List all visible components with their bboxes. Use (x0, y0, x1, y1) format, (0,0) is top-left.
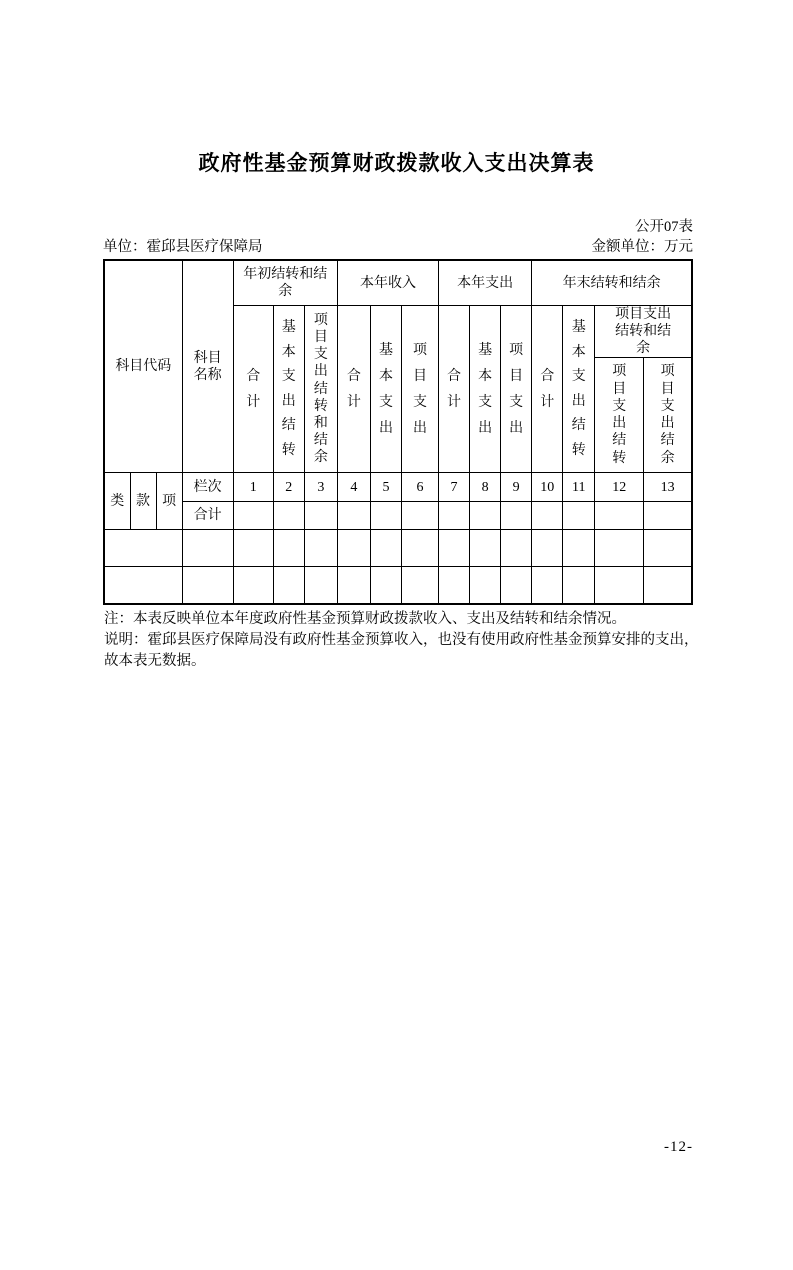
table-cell (233, 502, 273, 530)
table-cell (370, 567, 401, 605)
table-cell (532, 567, 563, 605)
header-group-row (104, 260, 692, 306)
table-row (104, 567, 692, 605)
table-notes (104, 609, 704, 672)
table-cell (532, 502, 563, 530)
total-row-label: 合计 (182, 502, 233, 530)
table-cell (337, 567, 370, 605)
header-end-basic-carryover: 基 本 支 出 结 转 (563, 306, 595, 473)
table-cell (337, 502, 370, 530)
note-line: 故本表无数据。 (104, 653, 206, 669)
code-item: 项 (156, 473, 182, 530)
name-cell (182, 530, 233, 567)
table-cell (304, 502, 337, 530)
table-cell (370, 530, 401, 567)
total-row (104, 502, 692, 530)
table-cell (370, 502, 401, 530)
header-expense-total: 合 计 (439, 306, 470, 473)
header-end-total: 合 计 (532, 306, 563, 473)
column-number: 12 (595, 473, 644, 502)
table-cell (563, 502, 595, 530)
header-end-project-carryover-balance: 项目支出结转和结余 (595, 306, 692, 358)
table-cell (273, 502, 304, 530)
table-cell (644, 530, 692, 567)
column-number: 3 (304, 473, 337, 502)
table-cell (501, 567, 532, 605)
unit-label: 单位：霍邱县医疗保障局 (103, 239, 263, 255)
table-meta (103, 218, 693, 256)
header-income-total: 合 计 (337, 306, 370, 473)
header-income-basic: 基 本 支 出 (370, 306, 401, 473)
column-number: 4 (337, 473, 370, 502)
table-cell (401, 502, 438, 530)
table-cell (595, 502, 644, 530)
table-cell (595, 530, 644, 567)
table-cell (273, 530, 304, 567)
code-section: 款 (130, 473, 156, 530)
table-cell (563, 567, 595, 605)
table-cell (470, 502, 501, 530)
column-number: 11 (563, 473, 595, 502)
table-cell (233, 530, 273, 567)
column-number: 6 (401, 473, 438, 502)
column-number: 1 (233, 473, 273, 502)
table-cell (644, 502, 692, 530)
code-class: 类 (104, 473, 130, 530)
table-cell (532, 530, 563, 567)
table-cell (304, 567, 337, 605)
table-cell (401, 530, 438, 567)
header-subject-code: 科目代码 (104, 260, 182, 473)
header-group-current-income: 本年收入 (337, 260, 438, 306)
header-begin-basic-carryover: 基 本 支 出 结 转 (273, 306, 304, 473)
table-cell (501, 502, 532, 530)
header-group-begin-year: 年初结转和结余 (233, 260, 337, 306)
column-number-row (104, 473, 692, 502)
table-cell (304, 530, 337, 567)
amount-unit-label: 金额单位：万元 (591, 239, 693, 255)
table-cell (337, 530, 370, 567)
table-cell (439, 502, 470, 530)
column-number: 13 (644, 473, 692, 502)
column-number: 2 (273, 473, 304, 502)
table-cell (470, 530, 501, 567)
table-cell (439, 530, 470, 567)
column-number: 5 (370, 473, 401, 502)
column-number: 8 (470, 473, 501, 502)
header-end-project-carryover: 项 目 支 出 结 转 (595, 358, 644, 473)
header-end-project-balance: 项 目 支 出 结 余 (644, 358, 692, 473)
header-income-project: 项 目 支 出 (401, 306, 438, 473)
note-line: 注：本表反映单位本年度政府性基金预算财政拨款收入、支出及结转和结余情况。 (104, 611, 626, 627)
code-cell (104, 530, 182, 567)
header-group-current-expense: 本年支出 (439, 260, 532, 306)
header-subject-name: 科目名称 (182, 260, 233, 473)
page-title: 政府性基金预算财政拨款收入支出决算表 (198, 151, 595, 175)
column-number: 7 (439, 473, 470, 502)
table-cell (273, 567, 304, 605)
header-begin-total: 合 计 (233, 306, 273, 473)
form-number: 公开07表 (635, 219, 693, 235)
code-cell (104, 567, 182, 605)
table-cell (233, 567, 273, 605)
header-begin-project-carryover-balance: 项 目 支 出 结 转 和 结 余 (304, 306, 337, 473)
page-number: -12- (664, 1139, 693, 1155)
column-number: 9 (501, 473, 532, 502)
table-cell (563, 530, 595, 567)
column-number: 10 (532, 473, 563, 502)
lanci-label: 栏次 (182, 473, 233, 502)
table-cell (595, 567, 644, 605)
table-cell (644, 567, 692, 605)
table-cell (501, 530, 532, 567)
table-row (104, 530, 692, 567)
header-group-end-year: 年末结转和结余 (532, 260, 692, 306)
name-cell (182, 567, 233, 605)
fund-budget-table (103, 259, 693, 605)
table-cell (401, 567, 438, 605)
note-line: 说明：霍邱县医疗保障局没有政府性基金预算收入，也没有使用政府性基金预算安排的支出， (104, 632, 699, 648)
table-cell (470, 567, 501, 605)
header-expense-project: 项 目 支 出 (501, 306, 532, 473)
header-expense-basic: 基 本 支 出 (470, 306, 501, 473)
table-cell (439, 567, 470, 605)
